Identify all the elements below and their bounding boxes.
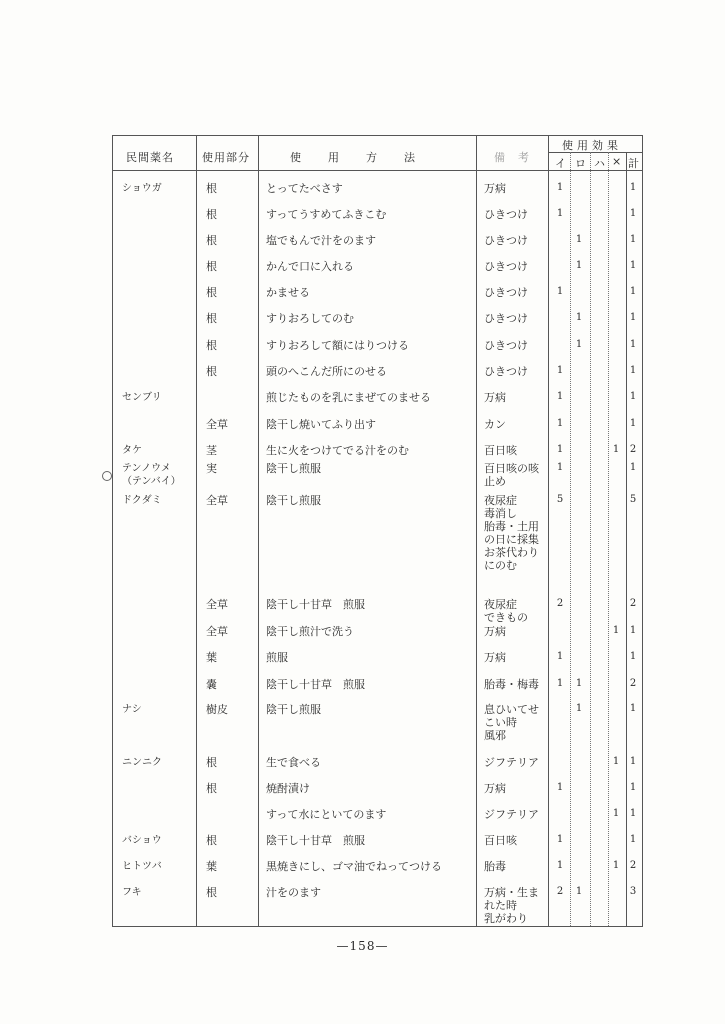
row-note-line: 風邪 [484,729,506,742]
header-part: 使用部分 [202,151,250,164]
page-number: —158— [336,939,389,953]
row-note-line: 胎毒・土用 [484,520,539,533]
row-part: 葉 [206,860,217,873]
row-method: 黒焼きにし、ゴマ油でねってつける [266,860,442,873]
row-note-line: 胎毒・梅毒 [484,678,539,691]
col-divider-ha [590,152,591,926]
row-note-line: ひきつけ [484,312,528,325]
effect-total-value: 1 [629,834,637,845]
header-note: 備 考 [494,151,530,164]
row-method: すりおろして額にはりつける [266,339,409,352]
header-method: 使 用 方 法 [290,151,423,164]
row-part: 根 [206,834,217,847]
effect-total-value: 2 [629,444,637,455]
effect-i-value: 1 [556,782,564,793]
row-part: 根 [206,260,217,273]
effect-total-value: 1 [629,625,637,636]
effect-i-value: 1 [556,860,564,871]
row-note-line: 百日咳の咳 [484,462,539,475]
effect-i-value: 1 [556,651,564,662]
row-part: 樹皮 [206,703,228,716]
row-note-line: できもの [484,611,528,624]
effect-i-value: 1 [556,418,564,429]
effect-i-value: 5 [556,494,564,505]
row-name: ヒトツバ [122,861,162,872]
row-note-line: 乳がわり [484,912,528,925]
effect-total-value: 1 [629,462,637,473]
row-method: 陰干し十甘草 煎服 [266,834,365,847]
row-method: 生で食べる [266,756,321,769]
row-method: 陰干し十甘草 煎服 [266,598,365,611]
effect-i-value: 1 [556,444,564,455]
effect-x-value: 1 [612,625,620,636]
row-name: タケ [122,445,142,456]
row-note-line: ひきつけ [484,286,528,299]
table-top-border [112,135,642,136]
header-effect-x: × [612,155,623,168]
effect-total-value: 1 [629,182,637,193]
row-method: 陰干し煎服 [266,494,321,507]
effect-i-value: 2 [556,886,564,897]
row-method: かんで口に入れる [266,260,354,273]
row-note-line: 百日咳 [484,444,517,457]
row-name: ショウガ [122,183,162,194]
col-divider-name [196,135,197,927]
row-note-line: お茶代わり [484,546,539,559]
row-part: 根 [206,365,217,378]
row-note-line: 万病・生ま [484,886,539,899]
row-note-line: こい時 [484,716,517,729]
row-method: 煎服 [266,651,288,664]
row-method: 塩でもんで汁をのます [266,234,376,247]
effect-total-value: 1 [629,234,637,245]
row-name: ナシ [122,704,142,715]
effect-i-value: 2 [556,598,564,609]
row-note-line: 胎毒 [484,860,506,873]
row-method: 汁をのます [266,886,321,899]
effect-total-value: 2 [629,678,637,689]
effect-total-value: 1 [629,286,637,297]
effect-i-value: 1 [556,365,564,376]
row-part: 根 [206,782,217,795]
row-name: ドクダミ [122,495,162,506]
effect-x-value: 1 [612,808,620,819]
effect-ro-value: 1 [575,260,583,271]
row-note-line: 万病 [484,391,506,404]
effect-ro-value: 1 [575,312,583,323]
effect-ro-value: 1 [575,234,583,245]
effect-x-value: 1 [612,860,620,871]
effect-ro-value: 1 [575,339,583,350]
row-part: 実 [206,462,217,475]
row-method: 焼酎漬け [266,782,310,795]
effect-total-value: 1 [629,756,637,767]
row-note-line: 万病 [484,782,506,795]
col-divider-x [608,152,609,926]
effect-total-value: 1 [629,418,637,429]
row-note-line: 万病 [484,651,506,664]
row-part: 根 [206,208,217,221]
row-note-line: 毒消し [484,507,517,520]
row-name: ニンニク [122,757,162,768]
row-note-line: ジフテリア [484,808,539,821]
col-divider-note [548,135,549,927]
row-method: 陰干し煎汁で洗う [266,625,354,638]
row-part: 根 [206,312,217,325]
effect-total-value: 1 [629,651,637,662]
row-part: 葉 [206,651,217,664]
row-name: テンノウメ （テンバイ） [122,463,181,487]
effect-i-value: 1 [556,391,564,402]
effect-total-value: 1 [629,808,637,819]
row-method: すってうすめてふきこむ [266,208,387,221]
col-divider-ro [570,152,571,926]
row-method: 陰干し焼いてふり出す [266,418,376,431]
effect-i-value: 1 [556,834,564,845]
col-divider-part [258,135,259,927]
header-effect-i: イ [555,157,567,170]
row-note-line: 夜尿症 [484,494,517,507]
row-method: すって水にといてのます [266,808,387,821]
effect-total-value: 1 [629,703,637,714]
row-method: 生に火をつけてでる汁をのむ [266,444,409,457]
row-part: 嚢 [206,678,217,691]
row-note-line: 万病 [484,182,506,195]
effect-total-value: 2 [629,598,637,609]
row-note-line: にのむ [484,559,517,572]
effect-total-value: 1 [629,782,637,793]
row-part: 全草 [206,494,228,507]
effect-i-value: 1 [556,678,564,689]
row-method: 陰干し煎服 [266,703,321,716]
col-divider-method [476,135,477,927]
effect-i-value: 1 [556,286,564,297]
effect-total-value: 1 [629,312,637,323]
row-note-line: ひきつけ [484,365,528,378]
row-note-line: の日に採集 [484,533,539,546]
row-part: 根 [206,182,217,195]
effect-total-value: 1 [629,339,637,350]
row-note-line: ジフテリア [484,756,539,769]
row-part: 根 [206,286,217,299]
row-method: 頭のへこんだ所にのせる [266,365,387,378]
row-note-line: ひきつけ [484,234,528,247]
row-part: 全草 [206,418,228,431]
row-note-line: 万病 [484,625,506,638]
row-note-line: ひきつけ [484,339,528,352]
effect-total-value: 1 [629,208,637,219]
row-method: すりおろしてのむ [266,312,354,325]
effect-total-value: 1 [629,365,637,376]
effect-total-value: 1 [629,260,637,271]
row-note-line: ひきつけ [484,260,528,273]
effect-i-value: 1 [556,182,564,193]
effect-total-value: 1 [629,391,637,402]
row-part: 全草 [206,598,228,611]
row-method: とってたべさす [266,182,343,195]
row-note-line: 止め [484,475,506,488]
effect-ro-value: 1 [575,678,583,689]
row-method: かませる [266,286,310,299]
effect-i-value: 1 [556,208,564,219]
effect-total-value: 2 [629,860,637,871]
header-effect-ha: ハ [594,157,606,170]
effect-ro-value: 1 [575,703,583,714]
header-effect-total: 計 [628,157,640,170]
effect-x-value: 1 [612,756,620,767]
header-effect: 使用効果 [562,139,622,152]
row-part: 茎 [206,444,217,457]
row-part: 根 [206,339,217,352]
table-bottom-border [112,926,642,927]
row-note-line: 夜尿症 [484,598,517,611]
row-part: 全草 [206,625,228,638]
row-name: バショウ [122,835,162,846]
row-note-line: 百日咳 [484,834,517,847]
row-method: 煎じたものを乳にまぜてのませる [266,391,431,404]
row-method: 陰干し煎服 [266,462,321,475]
effect-x-value: 1 [612,444,620,455]
row-note-line: ひきつけ [484,208,528,221]
effect-i-value: 1 [556,462,564,473]
row-name: センブリ [122,392,162,403]
table-right-border [642,135,643,927]
row-name: フキ [122,887,142,898]
row-method: 陰干し十甘草 煎服 [266,678,365,691]
margin-circle-mark [102,471,112,481]
table-left-border [112,135,113,927]
effect-total-value: 5 [629,494,637,505]
row-note-line: 息ひいてせ [484,703,539,716]
row-note-line: カン [484,418,506,431]
row-note-line: れた時 [484,899,517,912]
effect-total-value: 3 [629,886,637,897]
row-part: 根 [206,234,217,247]
header-effect-ro: ロ [575,157,587,170]
header-name: 民間薬名 [126,151,174,164]
effect-ro-value: 1 [575,886,583,897]
row-part: 根 [206,756,217,769]
row-part: 根 [206,886,217,899]
